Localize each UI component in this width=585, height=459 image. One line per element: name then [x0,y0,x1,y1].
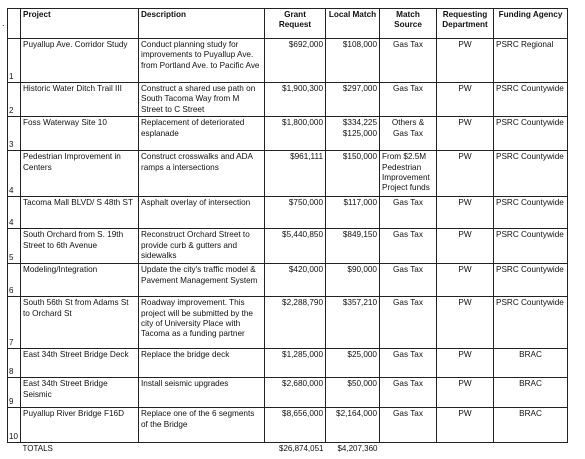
funding-agency-cell: BRAC [494,378,568,408]
row-number: 8 [8,349,21,378]
grant-request-header: Grant Request [265,9,326,39]
description-cell: Reconstruct Orchard Street to provide curb & gutters and sidewalks [139,229,265,264]
grant-request-cell: $692,000 [265,39,326,83]
match-source-cell: Others & Gas Tax [380,117,437,151]
funding-agency-cell: PSRC Countywide [494,264,568,297]
grant-request-cell: $961,111 [265,151,326,197]
grant-table-sheet [7,8,568,459]
funding-agency-cell: PSRC Regional [494,39,568,83]
row-number: 4 [8,197,21,229]
local-match-cell: $117,000 [326,197,380,229]
requesting-department-cell: PW [437,408,494,443]
requesting-department-cell: PW [437,83,494,117]
project-cell: Pedestrian Improvement in Centers [21,151,139,197]
description-cell: Asphalt overlay of intersection [139,197,265,229]
totals-match: $4,207,360 [337,444,378,454]
table-row [8,229,568,264]
local-match-cell: $108,000 [326,39,380,83]
table-row [8,264,568,297]
row-number: 2 [8,83,21,117]
match-source-cell: Gas Tax [380,197,437,229]
requesting-department-header: Requesting Department [437,9,494,39]
row-number: 5 [8,229,21,264]
grant-request-cell: $5,440,850 [265,229,326,264]
match-source-cell: Gas Tax [380,349,437,378]
local-match-cell: $90,000 [326,264,380,297]
funding-agency-cell: BRAC [494,408,568,443]
project-cell: Puyallup Ave. Corridor Study [21,39,139,83]
totals-grant: $26,874,051 [279,444,324,454]
description-cell: Replace one of the 6 segments of the Bridge [139,408,265,443]
row-number: 4 [8,151,21,197]
project-cell: South Orchard from S. 19th Street to 6th Avenue [21,229,139,264]
grant-request-cell: $8,656,000 [265,408,326,443]
match-source-cell: Gas Tax [380,378,437,408]
grant-request-cell: $2,680,000 [265,378,326,408]
funding-agency-header: Funding Agency [494,9,568,39]
funding-agency-cell: PSRC Countywide [494,229,568,264]
description-cell: Replace the bridge deck [139,349,265,378]
local-match-cell: $25,000 [326,349,380,378]
header-row [8,9,568,39]
grant-request-cell: $1,900,300 [265,83,326,117]
row-number: 6 [8,264,21,297]
description-cell: Construct a shared use path on South Tacoma Way from M Street to C Street [139,83,265,117]
table-row [8,197,568,229]
totals-row [8,443,568,459]
requesting-department-cell: PW [437,378,494,408]
local-match-cell: $50,000 [326,378,380,408]
match-source-cell: Gas Tax [380,39,437,83]
funding-agency-cell: BRAC [494,349,568,378]
description-header: Description [139,9,265,39]
row-number: 7 [8,297,21,349]
row-number: 9 [8,378,21,408]
requesting-department-cell: PW [437,229,494,264]
table-body [8,39,568,443]
totals-section [8,443,568,459]
grant-request-cell: $2,288,790 [265,297,326,349]
project-cell: Foss Waterway Site 10 [21,117,139,151]
totals-label: TOTALS [22,444,53,454]
row-number-header [8,9,21,39]
row-number: 1 [8,39,21,83]
project-header: Project [21,9,139,39]
local-match-cell: $297,000 [326,83,380,117]
match-source-cell: Gas Tax [380,264,437,297]
match-source-header: Match Source [380,9,437,39]
grant-request-cell: $1,800,000 [265,117,326,151]
match-source-cell: Gas Tax [380,83,437,117]
project-cell: Modeling/Integration [21,264,139,297]
funding-agency-cell: PSRC Countywide [494,197,568,229]
description-cell: Replacement of deteriorated esplanade [139,117,265,151]
table-row [8,39,568,83]
description-cell: Conduct planning study for improvements to Puyallup Ave. from Portland Ave. to Pacific Ave [139,39,265,83]
match-source-cell: Gas Tax [380,229,437,264]
grant-request-cell: $420,000 [265,264,326,297]
project-cell: East 34th Street Bridge Seismic [21,378,139,408]
project-cell: South 56th St from Adams St to Orchard St [21,297,139,349]
table-row [8,297,568,349]
project-cell: Historic Water Ditch Trail III [21,83,139,117]
table-row [8,117,568,151]
row-number: 3 [8,117,21,151]
local-match-cell: $150,000 [326,151,380,197]
requesting-department-cell: PW [437,39,494,83]
table-row [8,408,568,443]
project-cell: Puyallup River Bridge F16D [21,408,139,443]
project-cell: East 34th Street Bridge Deck [21,349,139,378]
table-row [8,151,568,197]
local-match-header: Local Match [326,9,380,39]
requesting-department-cell: PW [437,297,494,349]
requesting-department-cell: PW [437,117,494,151]
description-cell: Construct crosswalks and ADA ramps a intersections [139,151,265,197]
grant-request-table [7,8,568,459]
requesting-department-cell: PW [437,349,494,378]
funding-agency-cell: PSRC Countywide [494,83,568,117]
grant-request-cell: $1,285,000 [265,349,326,378]
local-match-cell: $334,225 $125,000 [326,117,380,151]
local-match-cell: $2,164,000 [326,408,380,443]
table-row [8,83,568,117]
description-cell: Roadway improvement. This project will be submitted by the city of University Place with Tacoma as a funding partner [139,297,265,349]
margin-mark: . [2,18,5,28]
funding-agency-cell: PSRC Countywide [494,297,568,349]
description-cell: Install seismic upgrades [139,378,265,408]
grant-request-cell: $750,000 [265,197,326,229]
row-number: 10 [8,408,21,443]
requesting-department-cell: PW [437,151,494,197]
table-row [8,349,568,378]
local-match-cell: $357,210 [326,297,380,349]
description-cell: Update the city's traffic model & Pavement Management System [139,264,265,297]
project-cell: Tacoma Mall BLVD/ S 48th ST [21,197,139,229]
match-source-cell: Gas Tax [380,408,437,443]
table-row [8,378,568,408]
funding-agency-cell: PSRC Countywide [494,151,568,197]
requesting-department-cell: PW [437,197,494,229]
funding-agency-cell: PSRC Countywide [494,117,568,151]
local-match-cell: $849,150 [326,229,380,264]
match-source-cell: Gas Tax [380,297,437,349]
match-source-cell: From $2.5M Pedestrian Improvement Project funds [380,151,437,197]
requesting-department-cell: PW [437,264,494,297]
